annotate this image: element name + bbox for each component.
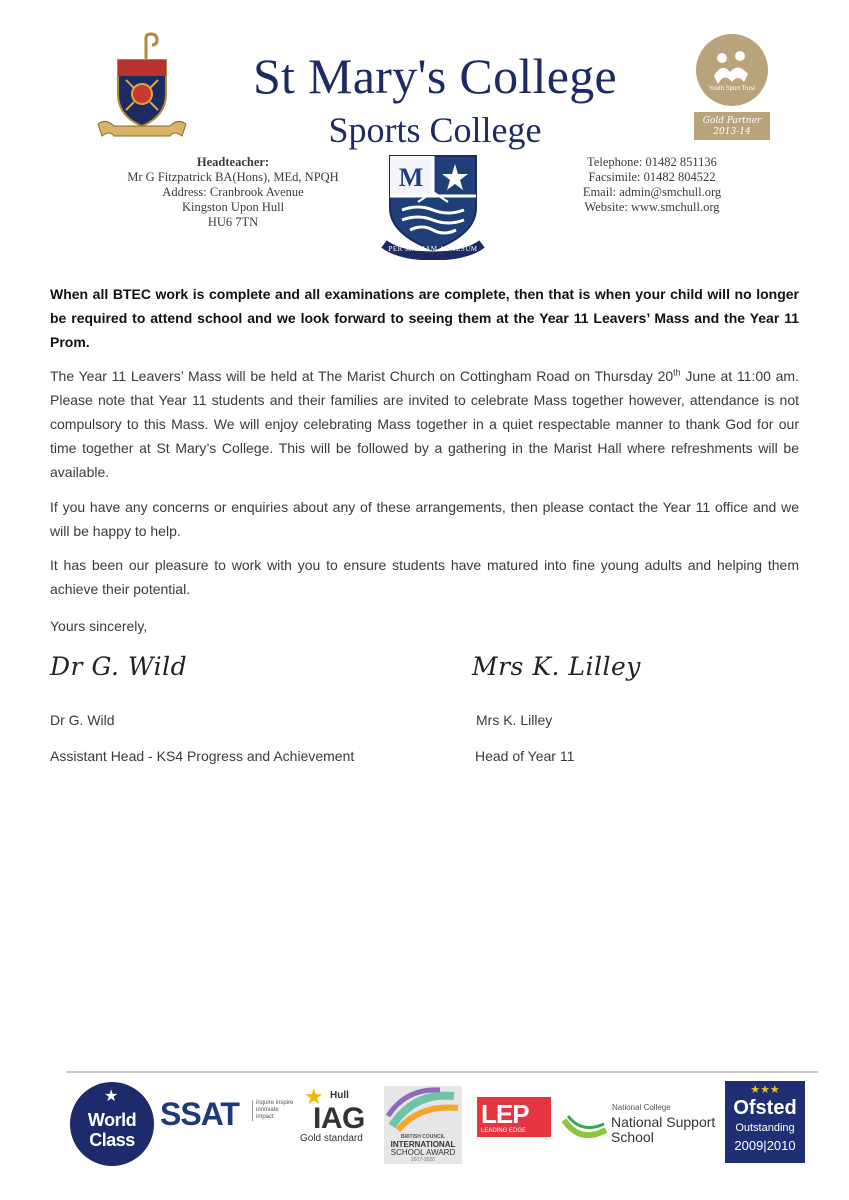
college-subtitle: Sports College	[328, 110, 542, 150]
iag-hull: Hull	[330, 1090, 349, 1101]
crest-motto: PER MARIAM AD JESUM	[388, 245, 478, 253]
leavers-mass-text-1: The Year 11 Leavers’ Mass will be held at The Marist Church on Cottingham Road on Thursday 20	[50, 368, 674, 384]
person-icon: ★	[104, 1088, 119, 1105]
yst-award: Gold Partner	[702, 116, 762, 126]
contact-block	[562, 155, 742, 215]
youth-sport-trust-icon	[694, 32, 770, 108]
national-college-label: National College	[612, 1103, 671, 1112]
svg-text:M: M	[398, 163, 424, 192]
isa-council: BRITISH COUNCIL	[400, 1134, 446, 1140]
headteacher-label: Headteacher:	[196, 155, 270, 169]
iag-star-icon: ★	[304, 1084, 324, 1109]
closing-salutation: Yours sincerely,	[50, 618, 148, 634]
ssat-tagline: inquire inspire innovate impact	[252, 1100, 296, 1121]
isa-title: INTERNATIONAL	[390, 1140, 456, 1149]
signature-left: Dr G. Wild	[50, 652, 188, 681]
address-line: Address: Cranbrook Avenue	[162, 185, 304, 199]
signatory-name-right: Mrs K. Lilley	[476, 712, 553, 728]
yst-years: 2013-14	[713, 127, 751, 137]
signatory-role-left: Assistant Head - KS4 Progress and Achievement	[50, 748, 355, 764]
world-class-logo	[70, 1082, 154, 1166]
isa-years: 2017-2020	[411, 1157, 435, 1163]
address-postcode: HU6 7TN	[207, 215, 259, 229]
leavers-mass-text-2: June at 11:00 am. Please note that Year 11 students and their families are invited to celebrate Mass together however, attendance is not compulsory to this Mass. We will enjoy celebrating Mass together in a quiet respectable manner to thank God for our time together at St Mary’s College. This will be followed by a gathering in the Marist Hall where refreshments will be available.	[50, 368, 799, 480]
national-support-school: National Support School	[611, 1114, 716, 1145]
concerns-paragraph: If you have any concerns or enquiries about any of these arrangements, then please contact the Year 11 office and we will be happy to help.	[50, 499, 799, 539]
email-address: Email: admin@smchull.org	[582, 185, 722, 199]
ofsted-grade: Outstanding	[735, 1122, 795, 1134]
headteacher-block	[108, 155, 358, 230]
website-address: Website: www.smchull.org	[584, 200, 720, 214]
leading-edge-mark: LEP	[481, 1099, 529, 1129]
pleasure-paragraph: It has been our pleasure to work with you to ensure students have matured into fine young adults and helping them achieve their potential.	[50, 557, 799, 597]
youth-sport-trust-badge	[694, 32, 770, 142]
telephone: Telephone: 01482 851136	[587, 155, 717, 169]
footer-divider	[66, 1071, 818, 1073]
international-school-award	[384, 1086, 462, 1164]
college-crest-center	[380, 152, 486, 260]
ncss-swoosh-icon	[560, 1100, 610, 1144]
leading-edge-text: LEADING EDGE	[481, 1128, 527, 1134]
yst-name: Youth Sport Trust	[708, 86, 756, 92]
address-city: Kingston Upon Hull	[181, 200, 285, 214]
college-name: St Mary's College	[252, 48, 618, 104]
world-class-text: World Class	[87, 1110, 137, 1150]
ssat-logo: SSAT	[160, 1096, 239, 1132]
college-crest-icon	[380, 152, 486, 260]
isa-swoosh-icon	[384, 1086, 462, 1132]
signatory-role-right: Head of Year 11	[475, 748, 575, 764]
ofsted-name: Ofsted	[733, 1097, 797, 1119]
leavers-mass-paragraph	[50, 364, 799, 484]
headteacher-name: Mr G Fitzpatrick BA(Hons), MEd, NPQH	[127, 170, 339, 184]
leading-edge-logo	[477, 1097, 551, 1137]
lead-paragraph: When all BTEC work is complete and all examinations are complete, then that is when your child will no longer be required to attend school and we look forward to seeing them at the Year 11 Leavers’ Mass and the Year 11 Prom.	[50, 286, 799, 350]
ofsted-years: 2009|2010	[734, 1138, 796, 1153]
date-suffix: th	[673, 367, 681, 378]
iag-logo: IAG	[313, 1102, 365, 1135]
ofsted-badge	[725, 1081, 805, 1163]
college-crest-left	[94, 32, 190, 144]
ofsted-stars-icon: ★★★	[750, 1084, 780, 1096]
facsimile: Facsimile: 01482 804522	[588, 170, 716, 184]
iag-gold-standard: Gold standard	[300, 1133, 363, 1144]
isa-subtitle: SCHOOL AWARD	[390, 1148, 456, 1157]
signature-right: Mrs K. Lilley	[472, 652, 641, 681]
signatory-name-left: Dr G. Wild	[50, 712, 115, 728]
